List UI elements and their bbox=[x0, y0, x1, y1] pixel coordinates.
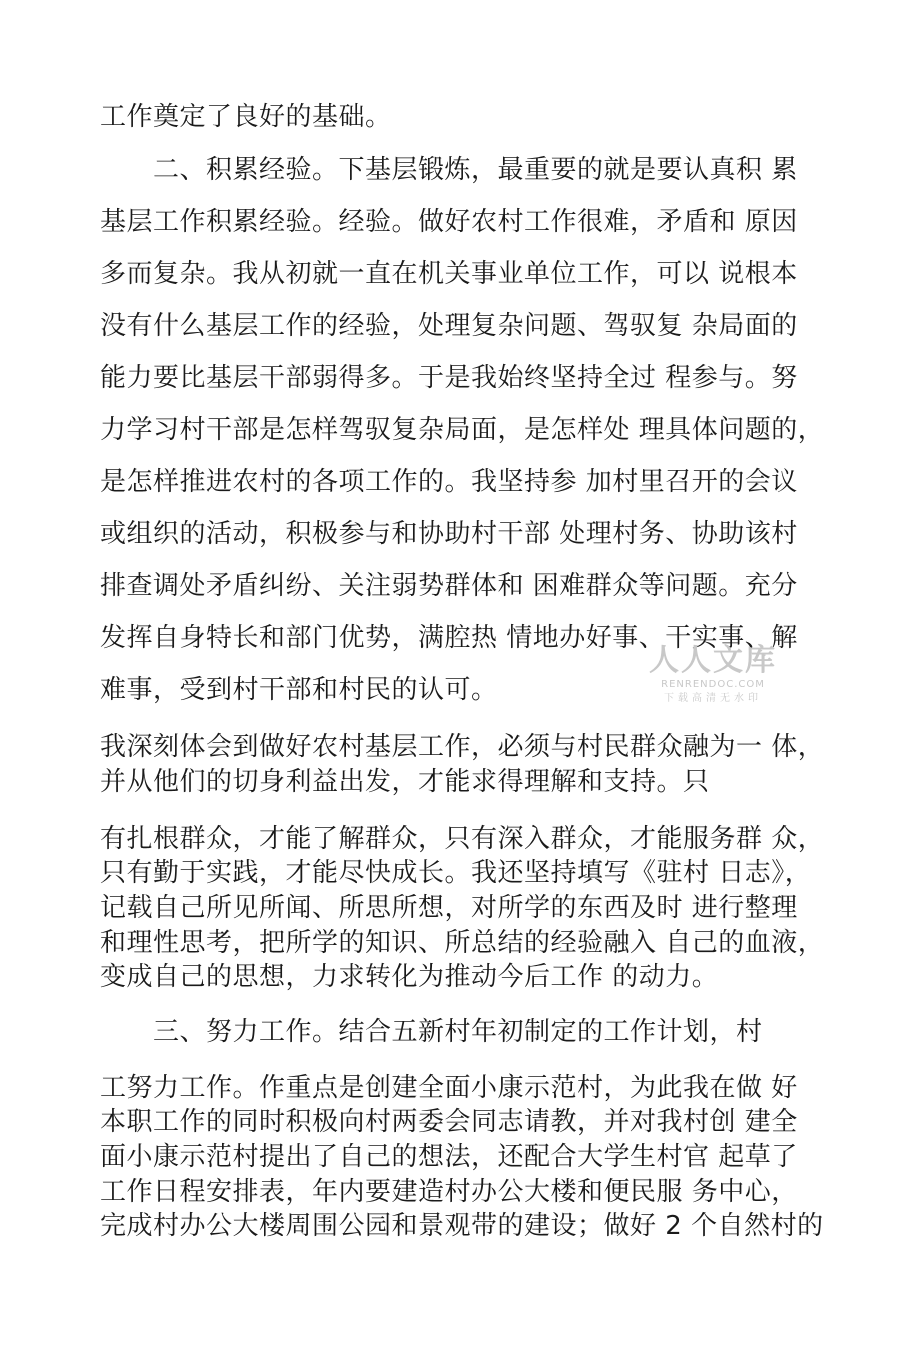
text-line: 或组织的活动，积极参与和协助村干部 处理村务、协助该村 bbox=[100, 519, 798, 549]
text-line: 工努力工作。作重点是创建全面小康示范村，为此我在做 好 bbox=[100, 1073, 798, 1103]
watermark-tagline: 下载高清无水印 bbox=[664, 693, 762, 704]
text-line: 难事，受到村干部和村民的认可。 bbox=[100, 675, 498, 705]
text-line: 并从他们的切身利益出发，才能求得理解和支持。只 bbox=[100, 767, 710, 797]
text-line: 本职工作的同时积极向村两委会同志请教，并对我村创 建全 bbox=[100, 1107, 798, 1137]
text-line: 和理性思考，把所学的知识、所总结的经验融入 自己的血液， bbox=[100, 928, 825, 958]
text-line: 有扎根群众，才能了解群众，只有深入群众，才能服务群 众， bbox=[100, 824, 825, 854]
text-line: 没有什么基层工作的经验，处理复杂问题、驾驭复 杂局面的 bbox=[100, 311, 798, 341]
text-line: 工作日程安排表，年内要建造村办公大楼和便民服 务中心， bbox=[100, 1177, 798, 1207]
text-line: 是怎样推进农村的各项工作的。我坚持参 加村里召开的会议 bbox=[100, 467, 798, 497]
text-line: 发挥自身特长和部门优势，满腔热 情地办好事、干实事、解 bbox=[100, 623, 798, 653]
text-line: 记载自己所见所闻、所思所想，对所学的东西及时 进行整理 bbox=[100, 893, 798, 923]
text-line: 只有勤于实践，才能尽快成长。我还坚持填写《驻村 日志》， bbox=[100, 858, 812, 888]
text-line: 基层工作积累经验。经验。做好农村工作很难，矛盾和 原因 bbox=[100, 207, 798, 237]
text-line: 力学习村干部是怎样驾驭复杂局面，是怎样处 理具体问题的， bbox=[100, 415, 825, 445]
text-line: 变成自己的思想，力求转化为推动今后工作 的动力。 bbox=[100, 962, 719, 992]
text-line: 面小康示范村提出了自己的想法，还配合大学生村官 起草了 bbox=[100, 1142, 798, 1172]
watermark bbox=[648, 644, 778, 706]
text-line: 完成村办公大楼周围公园和景观带的建设；做好 2 个自然村的 bbox=[100, 1211, 824, 1241]
watermark-logo: 人人文库 bbox=[649, 643, 777, 678]
text-line: 三、努力工作。结合五新村年初制定的工作计划，村 bbox=[100, 1017, 763, 1047]
text-line: 工作奠定了良好的基础。 bbox=[100, 102, 392, 132]
text-line: 我深刻体会到做好农村基层工作，必须与村民群众融为一 体， bbox=[100, 732, 825, 762]
text-line: 二、积累经验。下基层锻炼，最重要的就是要认真积 累 bbox=[100, 155, 798, 185]
text-line: 多而复杂。我从初就一直在机关事业单位工作，可以 说根本 bbox=[100, 259, 798, 289]
text-line: 排查调处矛盾纠纷、关注弱势群体和 困难群众等问题。充分 bbox=[100, 571, 798, 601]
text-line: 能力要比基层干部弱得多。于是我始终坚持全过 程参与。努 bbox=[100, 363, 798, 393]
watermark-site: RENRENDOC.COM bbox=[661, 679, 765, 690]
